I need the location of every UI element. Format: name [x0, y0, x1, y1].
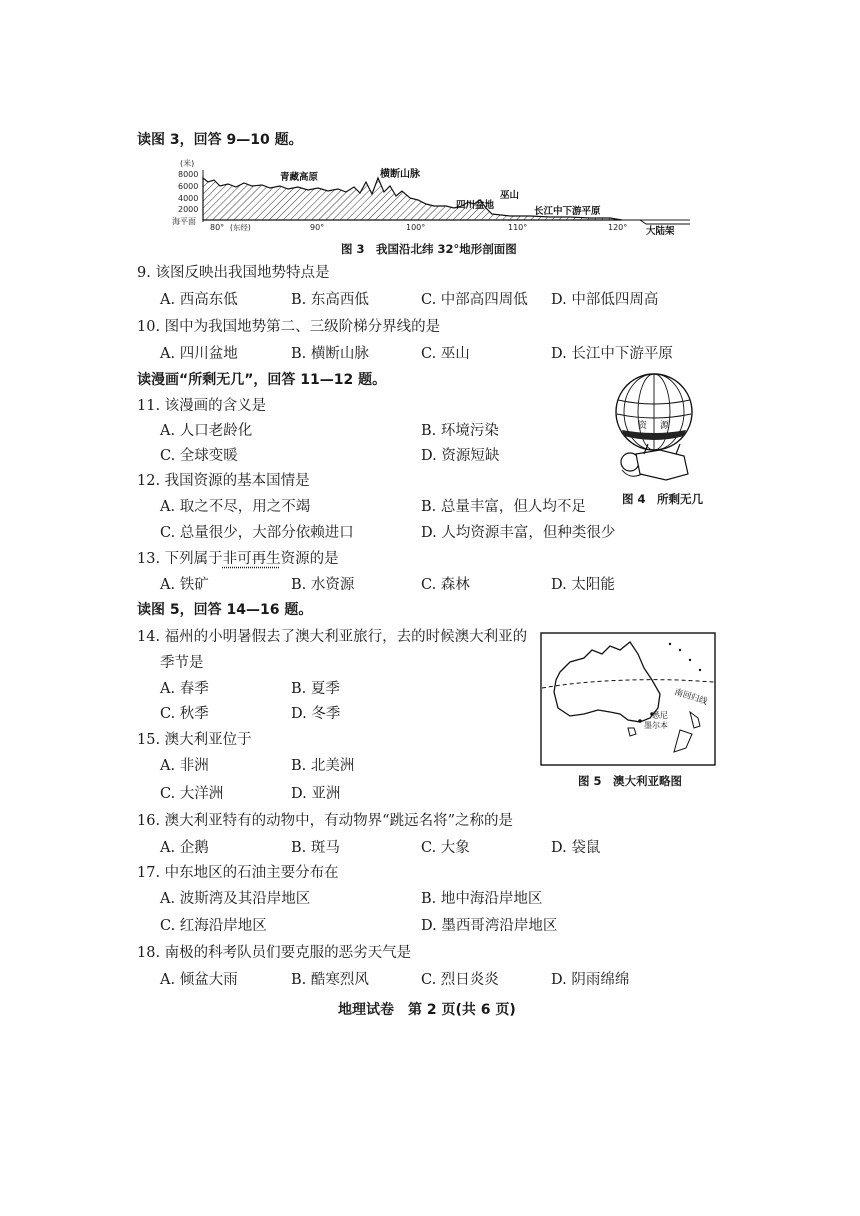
q14-option-d[interactable]: D. 冬季: [291, 706, 341, 722]
q13-stem-emphasis: 非可再生: [222, 551, 281, 567]
q15-option-b[interactable]: B. 北美洲: [291, 758, 355, 774]
q12-stem: 12. 我国资源的基本国情是: [137, 473, 310, 489]
q9-option-d[interactable]: D. 中部低四周高: [551, 292, 659, 308]
terrain-profile-figure: [170, 156, 700, 236]
page-footer: 地理试卷 第 2 页(共 6 页): [338, 1002, 516, 1018]
q14-option-a[interactable]: A. 春季: [160, 681, 209, 697]
fig3-xtick: 80°: [210, 223, 225, 232]
q9-option-c[interactable]: C. 中部高四周低: [421, 292, 528, 308]
cartoon-figure: [596, 370, 716, 488]
fig3-label-plateau: 青藏高原: [280, 172, 319, 183]
fig4-caption: 图 4 所剩无几: [622, 492, 704, 506]
q13-option-c[interactable]: C. 森林: [421, 577, 470, 593]
fig3-xtick: 120°: [608, 223, 628, 232]
fig3-ytick: 6000: [178, 182, 199, 191]
q15-option-d[interactable]: D. 亚洲: [291, 786, 341, 802]
fig3-ytick: 2000: [178, 205, 199, 214]
fig3-label-yangtze: 长江中下游平原: [534, 206, 601, 217]
map-label-tropic: 南回归线: [673, 687, 709, 708]
q18-option-d[interactable]: D. 阴雨绵绵: [551, 972, 630, 988]
q16-option-a[interactable]: A. 企鹅: [160, 840, 209, 856]
q17-stem: 17. 中东地区的石油主要分布在: [137, 865, 339, 881]
cartoon-globe-char: 资: [638, 421, 648, 431]
q13-stem-post: 资源的是: [280, 551, 339, 567]
q16-option-c[interactable]: C. 大象: [421, 840, 470, 856]
q18-option-b[interactable]: B. 酷寒烈风: [291, 972, 369, 988]
q10-option-d[interactable]: D. 长江中下游平原: [551, 346, 673, 362]
q13-option-b[interactable]: B. 水资源: [291, 577, 355, 593]
fig3-ytick: 8000: [178, 170, 199, 179]
fig3-ytick: 4000: [178, 194, 199, 203]
intro-fig4: 读漫画“所剩无几”，回答 11—12 题。: [137, 372, 387, 388]
q17-option-d[interactable]: D. 墨西哥湾沿岸地区: [421, 918, 558, 934]
q15-stem: 15. 澳大利亚位于: [137, 732, 252, 748]
q11-option-b[interactable]: B. 环境污染: [421, 423, 499, 439]
fig3-label-shelf: 大陆架: [646, 226, 675, 236]
q15-option-c[interactable]: C. 大洋洲: [160, 786, 224, 802]
q11-option-a[interactable]: A. 人口老龄化: [160, 423, 253, 439]
q17-option-b[interactable]: B. 地中海沿岸地区: [421, 891, 543, 907]
australia-map-figure: [540, 632, 716, 766]
map-label-sydney: 悉尼: [652, 711, 668, 720]
q13-option-a[interactable]: A. 铁矿: [160, 577, 209, 593]
q16-option-d[interactable]: D. 袋鼠: [551, 840, 601, 856]
fig3-caption: 图 3 我国沿北纬 32°地形剖面图: [341, 242, 517, 256]
q13-stem: [137, 550, 339, 568]
q14-option-b[interactable]: B. 夏季: [291, 681, 340, 697]
q11-option-d[interactable]: D. 资源短缺: [421, 448, 500, 464]
q13-option-d[interactable]: D. 太阳能: [551, 577, 615, 593]
q17-option-c[interactable]: C. 红海沿岸地区: [160, 918, 267, 934]
fig3-xtick: (东经): [230, 223, 251, 232]
q9-option-a[interactable]: A. 西高东低: [160, 292, 238, 308]
q12-option-a[interactable]: A. 取之不尽，用之不竭: [160, 499, 311, 515]
q13-stem-pre: 13. 下列属于: [137, 551, 223, 567]
q11-stem: 11. 该漫画的含义是: [137, 398, 267, 414]
q12-option-b[interactable]: B. 总量丰富，但人均不足: [421, 499, 586, 515]
q11-option-c[interactable]: C. 全球变暖: [160, 448, 238, 464]
q10-option-b[interactable]: B. 横断山脉: [291, 346, 369, 362]
q17-option-a[interactable]: A. 波斯湾及其沿岸地区: [160, 891, 311, 907]
fig5-caption: 图 5 澳大利亚略图: [578, 774, 683, 788]
q10-option-a[interactable]: A. 四川盆地: [160, 346, 238, 362]
fig3-xtick: 100°: [406, 223, 426, 232]
fig3-xtick: 90°: [310, 223, 325, 232]
q10-option-c[interactable]: C. 巫山: [421, 346, 470, 362]
q18-stem: 18. 南极的科考队员们要克服的恶劣天气是: [137, 945, 412, 961]
q14-stem-line2: 季节是: [160, 655, 204, 671]
q10-stem: 10. 图中为我国地势第二、三级阶梯分界线的是: [137, 319, 441, 335]
intro-fig5: 读图 5，回答 14—16 题。: [137, 602, 313, 618]
q18-option-c[interactable]: C. 烈日炎炎: [421, 972, 499, 988]
q16-option-b[interactable]: B. 斑马: [291, 840, 340, 856]
q12-option-d[interactable]: D. 人均资源丰富，但种类很少: [421, 525, 616, 541]
fig3-label-wushan: 巫山: [500, 190, 520, 201]
q9-stem: 9. 该图反映出我国地势特点是: [137, 265, 330, 281]
intro-fig3: 读图 3，回答 9—10 题。: [137, 132, 303, 148]
cartoon-globe-char: 源: [660, 421, 670, 431]
fig3-ylabel: (米): [180, 159, 195, 168]
fig3-label-sichuan: 四川盆地: [456, 200, 495, 211]
q18-option-a[interactable]: A. 倾盆大雨: [160, 972, 238, 988]
fig3-xtick: 110°: [508, 223, 528, 232]
q15-option-a[interactable]: A. 非洲: [160, 758, 209, 774]
q12-option-c[interactable]: C. 总量很少，大部分依赖进口: [160, 525, 354, 541]
q14-option-c[interactable]: C. 秋季: [160, 706, 209, 722]
map-label-melbourne: 墨尔本: [644, 721, 668, 730]
q14-stem-line1: 14. 福州的小明暑假去了澳大利亚旅行，去的时候澳大利亚的: [137, 629, 528, 645]
q9-option-b[interactable]: B. 东高西低: [291, 292, 369, 308]
q16-stem: 16. 澳大利亚特有的动物中，有动物界“跳远名将”之称的是: [137, 813, 513, 829]
fig3-label-hengduan: 横断山脉: [380, 169, 420, 180]
fig3-ytick: 海平面: [172, 217, 196, 226]
